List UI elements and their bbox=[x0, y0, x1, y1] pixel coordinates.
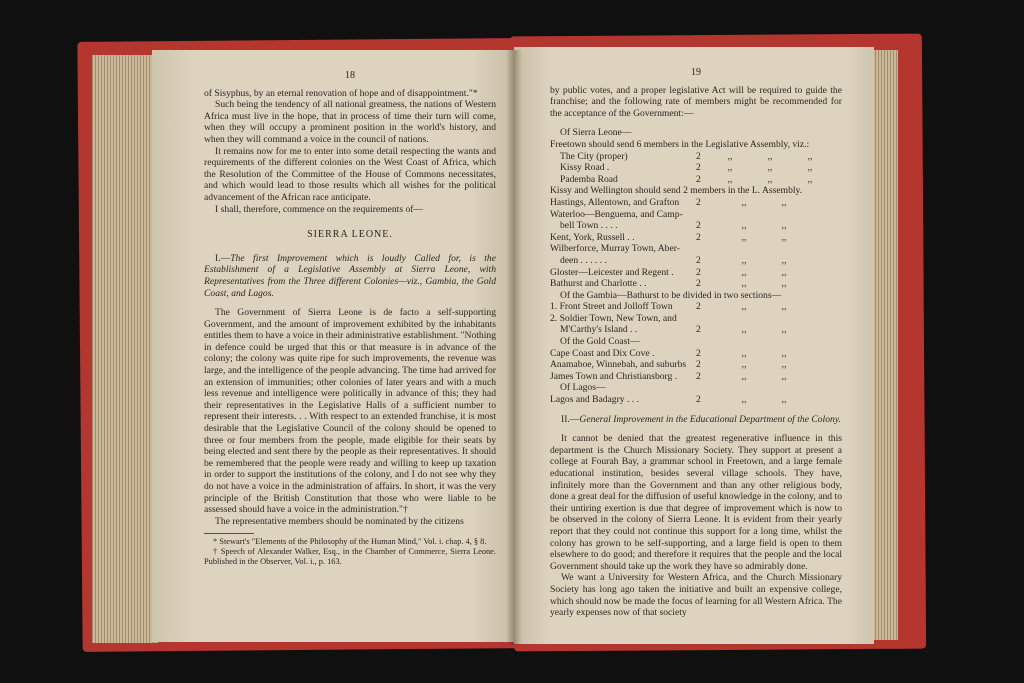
list-item: deen . . . . . . 2 ,, ,, bbox=[560, 254, 787, 266]
list-line: Waterloo—Benguema, and Camp- bbox=[550, 208, 683, 220]
paragraph: I shall, therefore, commence on the requirements of— bbox=[215, 203, 424, 215]
page-number: 19 bbox=[691, 67, 701, 78]
paragraph: The Government of Sierra Leone is de facto a self-supporting Government, and the amount of improvement exhibited by the inhabitants entitles them to have a voice in their administrative establishment. "Nothing in defence could be urged that this or that measure is in advance of the colony; the colony was quite ripe for such improvements, the revenue was large, and the intelligence of the people advancing. The time had arrived for an extension of immunities; other colonies of later years and with a much less revenue and intelligence were politically in advance of this; they had their representatives in the Legislative Halls of a sufficient number to represent their interests. . . With respect to an extended franchise, it is most desirable that the Legislative Council of the colony should be opened to three or four members from the people, made eligible for their seats by being elected and sent there by the people as their representatives. It should be remembered that the people were ready and willing to keep up taxation in order to support the institutions of the colony, and I do not see why they do not have a voice in the administration of affairs. In short, it was the very principle of the British Constitution that those who were liable to be assessed should have a voice in the administration."† bbox=[204, 307, 496, 516]
footnote: † Speech of Alexander Walker, Esq., in the Chamber of Commerce, Sierra Leone. Published in the Observer, Vol. i., p. 163. bbox=[204, 546, 496, 566]
paragraph: of Sisyphus, by an eternal renovation of hope and of disappointment."* bbox=[204, 87, 478, 99]
list-heading: Of Lagos— bbox=[560, 382, 606, 394]
book-gutter bbox=[506, 50, 522, 645]
list-line: Wilberforce, Murray Town, Aber- bbox=[550, 243, 680, 255]
subsection-number: II.— bbox=[561, 413, 580, 425]
list-heading: Of the Gold Coast— bbox=[560, 336, 640, 348]
page-edges-right bbox=[872, 50, 898, 640]
freetown-list bbox=[550, 151, 842, 186]
left-page bbox=[152, 50, 514, 642]
list-item: 1. Front Street and Jolloff Town 2 ,, ,, bbox=[550, 301, 787, 313]
list-item: Hastings, Allentown, and Grafton 2 ,, ,, bbox=[550, 196, 787, 208]
footnote-rule bbox=[204, 533, 254, 534]
subsection-number: I.— bbox=[215, 252, 231, 264]
list-item: bell Town . . . . 2 ,, ,, bbox=[560, 220, 787, 232]
list-item: Cape Coast and Dix Cove . 2 ,, ,, bbox=[550, 347, 787, 359]
subsection-text: General Improvement in the Educational Department of the Colony. bbox=[579, 413, 841, 425]
list-item: Pademba Road 2 ,, ,, ,, bbox=[560, 173, 813, 185]
section-heading: SIERRA LEONE. bbox=[307, 229, 393, 241]
list-item: Bathurst and Charlotte . . 2 ,, ,, bbox=[550, 278, 787, 290]
list-item: Kent, York, Russell . . 2 ,, ,, bbox=[550, 231, 787, 243]
paragraph: The representative members should be nominated by the citizens bbox=[215, 515, 464, 527]
page-number: 18 bbox=[345, 70, 355, 81]
paragraph: It remains now for me to enter into some detail respecting the wants and requirements of the different colonies on the West Coast of Africa, which the Resolution of the Committee of the House of Commons necessitates, and which would lead to those results which all wishes for the political advancement of the African race anticipate. bbox=[204, 145, 496, 203]
list-item: The City (proper) 2 ,, ,, ,, bbox=[560, 150, 813, 162]
list-item: Lagos and Badagry . . . 2 ,, ,, bbox=[550, 394, 787, 406]
list-item: Gloster—Leicester and Regent . 2 ,, ,, bbox=[550, 266, 787, 278]
paragraph: It cannot be denied that the greatest regenerative influence in this department is the Church Missionary Society. They support at present a college at Fourah Bay, a grammar school in Freetown, and a large female educational institution, besides several village schools. They have, infinitely more than the Government and than any other religious body, done a great deal for the diffusion of useful knowledge in the colony, and to their untiring exertion is due that degree of improvement which is now to be observed in the colony of Sierra Leone. It is evident from their yearly report that they could not continue this support for a long time, whilst the colony has grown to be self-supporting, and a large field is open to them elsewhere to do good; and therefore it requires that the people and the local Government should take up the work they have so admirably done. bbox=[550, 433, 842, 572]
subsection-text: The first Improvement which is loudly Called for, is the Establishment of a Legislative Assembly at Sierra Leone, with Representatives from the Three different Colonies—viz., Gambia, the Gold Coast, and Lagos. bbox=[204, 252, 496, 299]
right-page-text bbox=[550, 67, 842, 619]
footnote: * Stewart's "Elements of the Philosophy of the Human Mind," Vol. i. chap. 4, § 8. bbox=[213, 537, 487, 547]
left-page-text bbox=[204, 70, 496, 566]
list-line: Kissy and Wellington should send 2 members in the L. Assembly. bbox=[550, 185, 803, 197]
paragraph: by public votes, and a proper legislative Act will be required to guide the franchise; and the following rate of members might be recommended for the acceptance of the Government:— bbox=[550, 84, 842, 119]
right-page bbox=[514, 47, 874, 644]
subsection-title bbox=[204, 253, 496, 299]
list-line: 2. Soldier Town, New Town, and bbox=[550, 312, 677, 324]
list-item: Kissy Road . 2 ,, ,, ,, bbox=[560, 162, 813, 174]
footnotes bbox=[204, 537, 496, 566]
list-heading: Of Sierra Leone— bbox=[560, 127, 632, 139]
list-item: M'Carthy's Island . . 2 ,, ,, bbox=[560, 324, 787, 336]
subsection-title bbox=[550, 414, 842, 426]
list-item: Anamaboe, Winnebah, and suburbs 2 ,, ,, bbox=[550, 359, 787, 371]
paragraph: We want a University for Western Africa, and the Church Missionary Society has long ago taken the initiative and built an expensive college, which should now be made the focus of learning for all Western Africa. The yearly expenses now of that society bbox=[550, 572, 842, 619]
paragraph: Such being the tendency of all national greatness, the nations of Western Africa must live in the hope, that in process of time their turn will come, when they will occupy a prominent position in the world's history, and when they will command a voice in the council of nations. bbox=[204, 99, 496, 145]
list-item: James Town and Christiansborg . 2 ,, ,, bbox=[550, 370, 787, 382]
list-line: Freetown should send 6 members in the Legislative Assembly, viz.: bbox=[550, 138, 810, 150]
list-heading: Of the Gambia—Bathurst to be divided in two sections— bbox=[560, 289, 782, 301]
page-edges-left bbox=[92, 55, 158, 643]
